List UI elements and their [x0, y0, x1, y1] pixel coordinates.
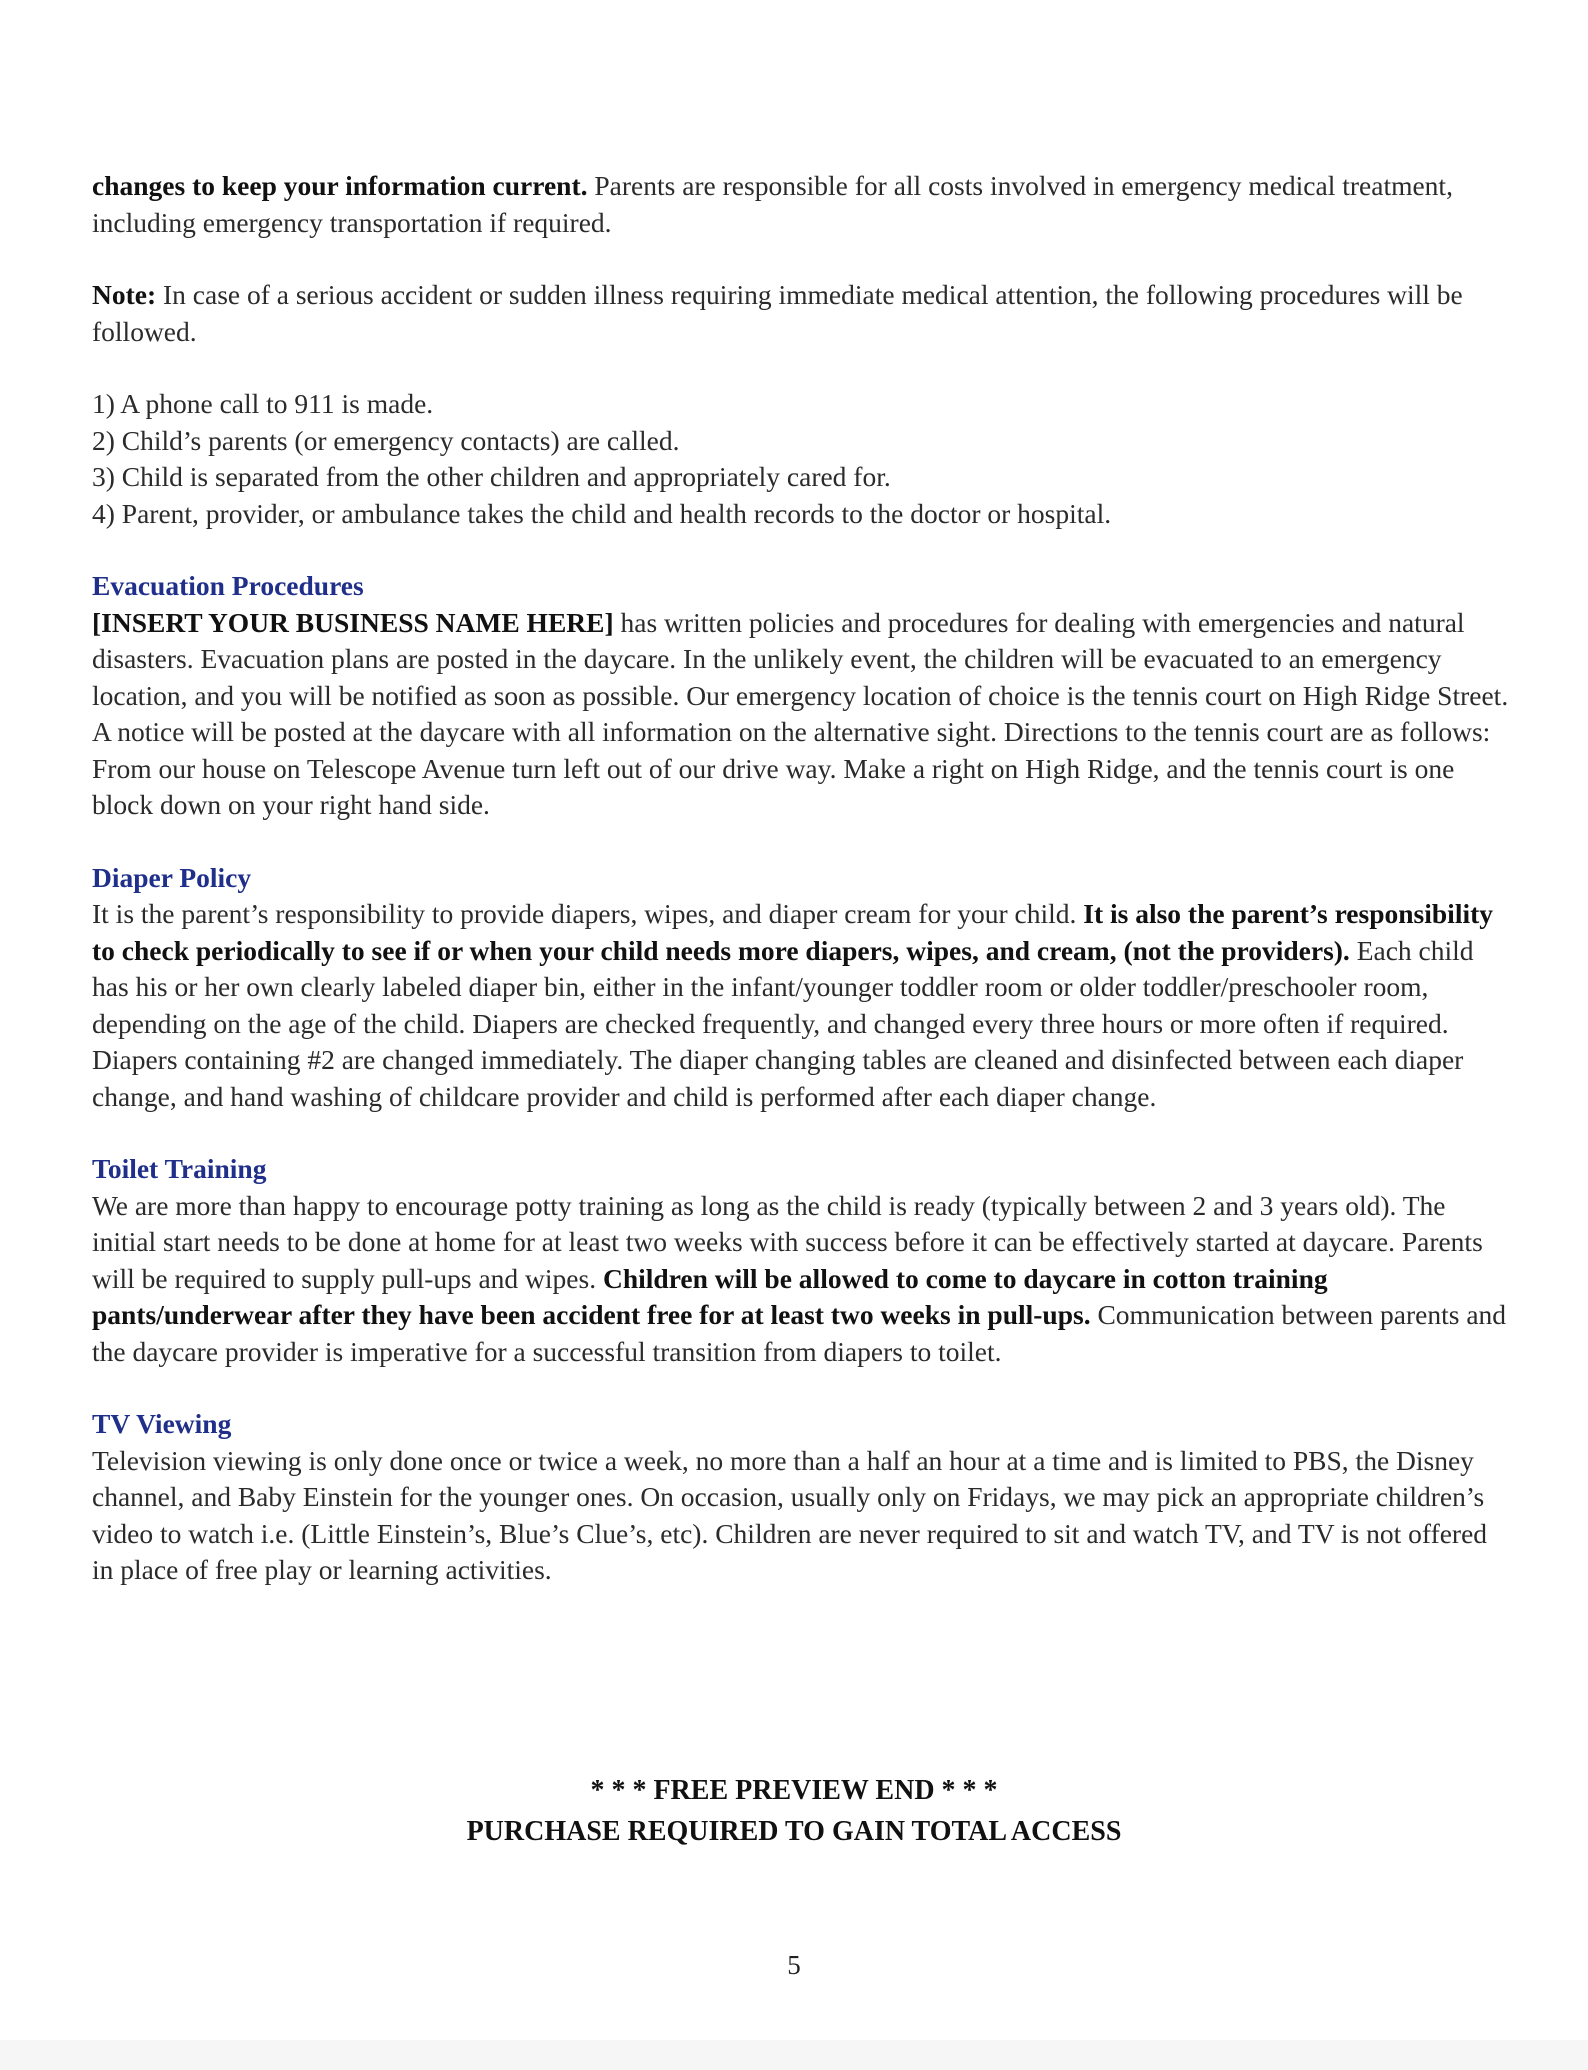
- purchase-required-line: PURCHASE REQUIRED TO GAIN TOTAL ACCESS: [466, 1816, 1122, 1847]
- page-bottom-edge: [0, 2040, 1588, 2070]
- note-paragraph: [92, 277, 1512, 350]
- intro-paragraph: [92, 168, 1512, 241]
- preview-end-notice: [0, 1770, 1588, 1852]
- tv-heading: TV Viewing: [92, 1408, 232, 1439]
- diaper-heading: Diaper Policy: [92, 861, 252, 893]
- intro-bold-lead: changes to keep your information current.: [92, 170, 588, 201]
- diaper-text-after: Each child has his or her own clearly labeled diaper bin, either in the infant/younger toddler room or older toddler/preschooler room, depending on the age of the child. Diapers are checked frequently, and changed every three hours or more often if required. Diapers containing #2 are changed immediately. The diaper changing tables are cleaned and disinfected between each diaper change, and hand washing of childcare provider and child is performed after each diaper change.: [92, 934, 1474, 1112]
- procedure-item: 2) Child’s parents (or emergency contacts) are called.: [92, 424, 680, 456]
- evacuation-heading: Evacuation Procedures: [92, 570, 364, 601]
- document-page: [92, 168, 1512, 1589]
- procedure-item: 1) A phone call to 911 is made.: [92, 388, 434, 419]
- diaper-bold-text: It is also the parent’s responsibility to check periodically to see if or when your child needs more diapers, wipes, and cream, (not the providers).: [92, 898, 1494, 966]
- tv-section: [92, 1406, 1512, 1589]
- note-label: Note:: [92, 279, 157, 310]
- toilet-heading: Toilet Training: [92, 1153, 267, 1184]
- procedure-item: 4) Parent, provider, or ambulance takes the child and health records to the doctor or hospital.: [92, 497, 1112, 529]
- business-name-placeholder: [INSERT YOUR BUSINESS NAME HERE]: [92, 606, 614, 638]
- toilet-text-after: Communication between parents and the daycare provider is imperative for a successful transition from diapers to toilet.: [92, 1299, 1507, 1367]
- toilet-bold-text: Children will be allowed to come to daycare in cotton training pants/underwear after they have been accident free for at least two weeks in pull-ups.: [92, 1262, 1328, 1330]
- procedure-item: 3) Child is separated from the other children and appropriately cared for.: [92, 461, 891, 492]
- evacuation-paragraph: [92, 605, 1512, 824]
- diaper-text-before: It is the parent’s responsibility to provide diapers, wipes, and diaper cream for your child.: [92, 898, 1084, 929]
- preview-end-line: * * * FREE PREVIEW END * * *: [590, 1775, 998, 1806]
- procedure-list: [92, 386, 1512, 532]
- intro-text: Parents are responsible for all costs involved in emergency medical treatment, including emergency transportation if required.: [92, 170, 1453, 238]
- toilet-section: [92, 1151, 1512, 1370]
- toilet-paragraph: [92, 1188, 1512, 1371]
- note-text: In case of a serious accident or sudden illness requiring immediate medical attention, the following procedures will be followed.: [92, 279, 1463, 347]
- page-number: 5: [787, 1950, 801, 1980]
- tv-paragraph: Television viewing is only done once or twice a week, no more than a half an hour at a time and is limited to PBS, the Disney channel, and Baby Einstein for the younger ones. On occasion, usually only on Fridays, we may pick an appropriate children’s video to watch i.e. (Little Einstein’s, Blue’s Clue’s, etc). Children are never required to sit and watch TV, and TV is not offered in place of free play or learning activities.: [92, 1444, 1488, 1585]
- diaper-section: [92, 860, 1512, 1116]
- toilet-text-before: We are more than happy to encourage potty training as long as the child is ready (typically between 2 and 3 years old). The initial start needs to be done at home for at least two weeks with success before it can be effectively started at daycare. Parents will be required to supply pull-ups and wipes.: [92, 1189, 1483, 1294]
- evacuation-section: [92, 568, 1512, 824]
- evacuation-text: has written policies and procedures for dealing with emergencies and natural disasters. Evacuation plans are posted in the daycare. In the unlikely event, the children will be evacuated to an emergency location, and you will be notified as soon as possible. Our emergency location of choice is the tennis court on High Ridge Street. A notice will be posted at the daycare with all information on the alternative sight. Directions to the tennis court are as follows: From our house on Telescope Avenue turn left out of our drive way. Make a right on High Ridge, and the tennis court is one block down on your right hand side.: [92, 606, 1509, 820]
- diaper-paragraph: [92, 896, 1512, 1115]
